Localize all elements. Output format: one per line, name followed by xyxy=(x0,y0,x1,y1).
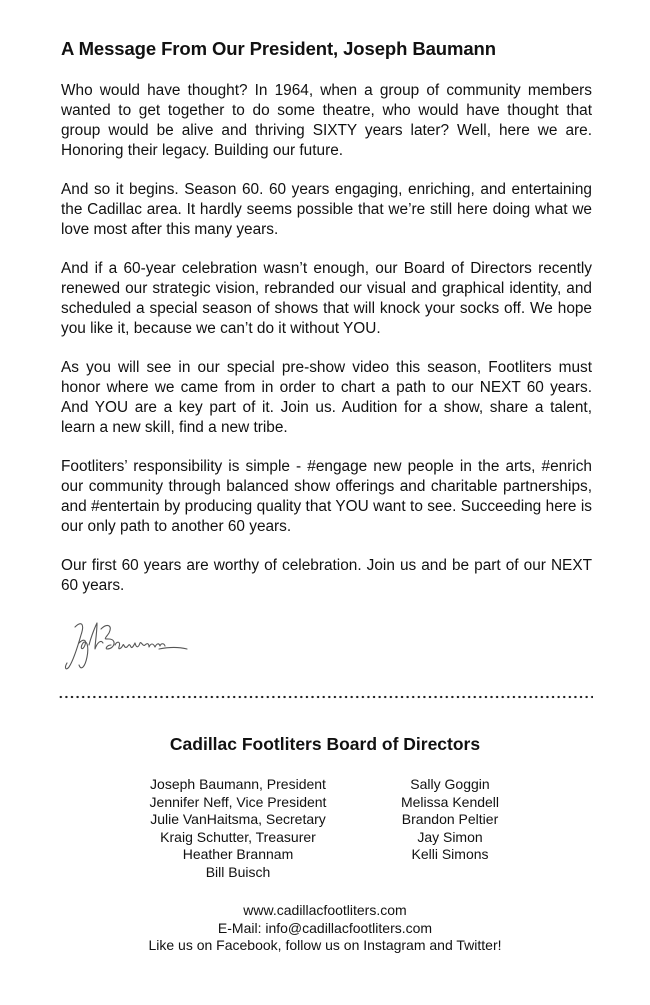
signature xyxy=(61,613,592,675)
board-member: Heather Brannam xyxy=(182,846,294,863)
board-member: Julie VanHaitsma, Secretary xyxy=(150,811,326,828)
board-member: Joseph Baumann, President xyxy=(150,776,326,792)
website-link[interactable]: www.cadillacfootliters.com xyxy=(243,902,407,918)
board-member: Melissa Kendell xyxy=(400,793,500,810)
signature-image xyxy=(61,613,201,675)
board-members-left xyxy=(138,776,338,882)
board-member: Bill Buisch xyxy=(205,863,271,880)
letter-paragraph: As you will see in our special pre-show video this season, Footliters must honor where we came from in order to chart a path to our NEXT 60 years. And YOU are a key part of it. Join us. Audition for a show, share a talent, learn a new skill, find a new tribe. xyxy=(61,359,592,436)
email-link[interactable]: E-Mail: info@cadillacfootliters.com xyxy=(217,919,433,936)
letter-paragraph: Footliters’ responsibility is simple - #engage new people in the arts, #enrich our community through balanced show offerings and charitable partnerships, and #entertain by producing quality that YOU want to see. Succeeding here is our only path to another 60 years. xyxy=(61,458,592,535)
board-member: Brandon Peltier xyxy=(401,811,499,828)
letter-title: A Message From Our President, Joseph Baumann xyxy=(61,38,496,59)
letter-paragraph: Who would have thought? In 1964, when a group of community members wanted to get together to do some theatre, who would have thought that group would be alive and thriving SIXTY years later? Well, here we are. Honoring their legacy. Building our future. xyxy=(61,82,592,159)
board-member: Jay Simon xyxy=(417,828,483,845)
board-member: Kelli Simons xyxy=(411,846,489,863)
board-member: Jennifer Neff, Vice President xyxy=(149,793,327,810)
letter-body xyxy=(61,81,592,596)
social-text: Like us on Facebook, follow us on Instagram and Twitter! xyxy=(148,937,502,954)
board-member: Kraig Schutter, Treasurer xyxy=(160,828,316,845)
board-section xyxy=(0,734,650,755)
board-title: Cadillac Footliters Board of Directors xyxy=(169,734,481,754)
letter-paragraph: And if a 60-year celebration wasn’t enough, our Board of Directors recently renewed our strategic vision, rebranded our visual and graphical identity, and scheduled a special season of shows that will knock your socks off. We hope you like it, because we can’t do it without YOU. xyxy=(61,260,592,337)
dotted-divider xyxy=(58,695,593,699)
contact-info xyxy=(0,902,650,955)
board-members-right xyxy=(370,776,530,864)
board-member: Sally Goggin xyxy=(410,776,490,792)
letter-paragraph: Our first 60 years are worthy of celebration. Join us and be part of our NEXT 60 years. xyxy=(61,557,592,594)
letter-paragraph: And so it begins. Season 60. 60 years engaging, enriching, and entertaining the Cadillac area. It hardly seems possible that we’re still here doing what we love most after this many years. xyxy=(61,181,592,238)
